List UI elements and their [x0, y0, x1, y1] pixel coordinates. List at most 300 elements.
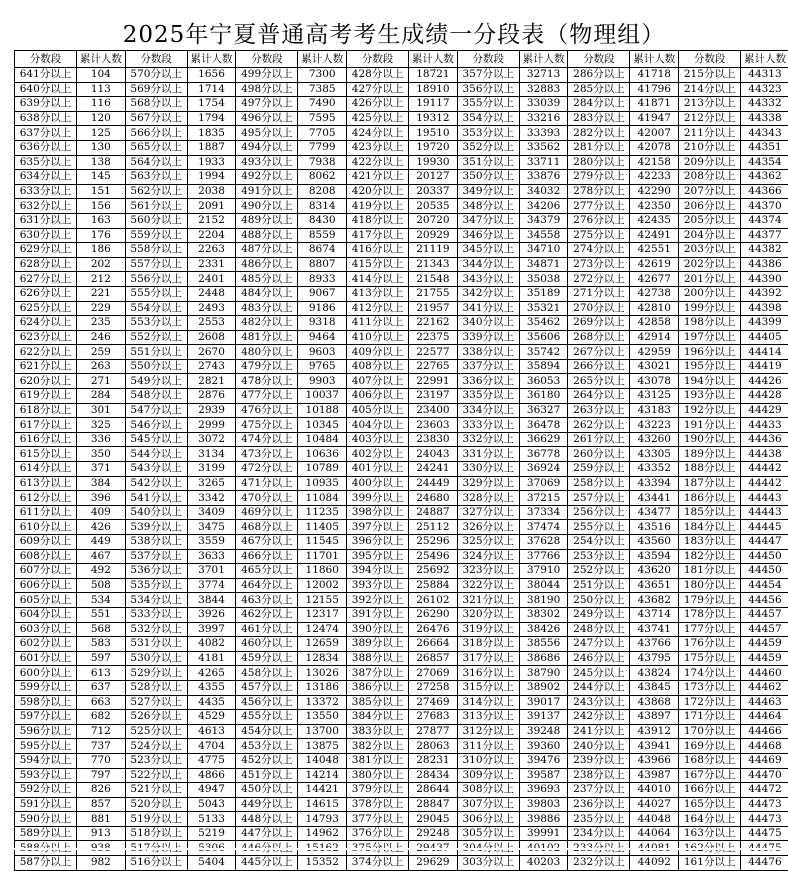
count-cell: 409: [77, 505, 126, 520]
score-cell: 413分以上: [347, 286, 409, 301]
score-cell: 169分以上: [679, 739, 741, 754]
score-cell: 356分以上: [457, 82, 519, 97]
score-cell: 591分以上: [15, 797, 77, 812]
score-cell: 236分以上: [568, 797, 630, 812]
score-cell: 203分以上: [679, 243, 741, 258]
count-cell: 663: [77, 695, 126, 710]
score-cell: 186分以上: [679, 491, 741, 506]
header-count-5: 累计人数: [630, 51, 679, 68]
count-cell: 41947: [630, 111, 679, 126]
header-count-2: 累计人数: [298, 51, 347, 68]
count-cell: 10188: [298, 403, 347, 418]
score-cell: 560分以上: [125, 213, 187, 228]
score-cell: 350分以上: [457, 170, 519, 185]
header-count-3: 累计人数: [409, 51, 458, 68]
count-cell: 44027: [630, 797, 679, 812]
score-cell: 557分以上: [125, 257, 187, 272]
score-cell: 460分以上: [236, 637, 298, 652]
count-cell: 43078: [630, 374, 679, 389]
count-cell: 36327: [519, 403, 568, 418]
count-cell: 10636: [298, 447, 347, 462]
table-row: [15, 593, 788, 608]
count-cell: 38902: [519, 680, 568, 695]
count-cell: 3701: [187, 564, 236, 579]
count-cell: 12834: [298, 651, 347, 666]
score-cell: 215分以上: [679, 68, 741, 83]
count-cell: 737: [77, 739, 126, 754]
score-cell: 286分以上: [568, 68, 630, 83]
score-cell: 313分以上: [457, 710, 519, 725]
score-cell: 254分以上: [568, 535, 630, 550]
score-cell: 326分以上: [457, 520, 519, 535]
count-cell: 33216: [519, 111, 568, 126]
score-cell: 201分以上: [679, 272, 741, 287]
score-cell: 416分以上: [347, 243, 409, 258]
count-cell: 138: [77, 155, 126, 170]
score-cell: 207分以上: [679, 184, 741, 199]
count-cell: 32883: [519, 82, 568, 97]
count-cell: 44450: [741, 564, 788, 579]
score-cell: 213分以上: [679, 97, 741, 112]
count-cell: 12317: [298, 607, 347, 622]
count-cell: 36629: [519, 432, 568, 447]
count-cell: 44382: [741, 243, 788, 258]
score-cell: 272分以上: [568, 272, 630, 287]
score-cell: 452分以上: [236, 753, 298, 768]
count-cell: 44469: [741, 753, 788, 768]
score-cell: 212分以上: [679, 111, 741, 126]
score-cell: 189分以上: [679, 447, 741, 462]
count-cell: 14421: [298, 783, 347, 798]
count-cell: 263: [77, 359, 126, 374]
score-cell: 380分以上: [347, 768, 409, 783]
table-row: [15, 549, 788, 564]
score-cell: 258分以上: [568, 476, 630, 491]
count-cell: 34558: [519, 228, 568, 243]
count-cell: 44450: [741, 549, 788, 564]
score-cell: 181分以上: [679, 564, 741, 579]
score-cell: 383分以上: [347, 724, 409, 739]
score-cell: 522分以上: [125, 768, 187, 783]
score-cell: 188分以上: [679, 462, 741, 477]
score-cell: 347分以上: [457, 213, 519, 228]
score-cell: 547分以上: [125, 403, 187, 418]
count-cell: 13550: [298, 710, 347, 725]
count-cell: 44426: [741, 374, 788, 389]
count-cell: 44386: [741, 257, 788, 272]
count-cell: 7799: [298, 140, 347, 155]
score-cell: 310分以上: [457, 753, 519, 768]
score-cell: 499分以上: [236, 68, 298, 83]
table-body: [15, 68, 788, 871]
score-cell: 377分以上: [347, 812, 409, 827]
count-cell: 284: [77, 389, 126, 404]
count-cell: 35189: [519, 286, 568, 301]
count-cell: 19720: [409, 140, 458, 155]
count-cell: 4265: [187, 666, 236, 681]
score-cell: 487分以上: [236, 243, 298, 258]
score-cell: 351分以上: [457, 155, 519, 170]
score-cell: 171分以上: [679, 710, 741, 725]
count-cell: 19117: [409, 97, 458, 112]
score-cell: 167分以上: [679, 768, 741, 783]
count-cell: 43021: [630, 359, 679, 374]
count-cell: 246: [77, 330, 126, 345]
count-cell: 44457: [741, 622, 788, 637]
score-cell: 240分以上: [568, 739, 630, 754]
count-cell: 44419: [741, 359, 788, 374]
score-cell: 400分以上: [347, 476, 409, 491]
count-cell: 39248: [519, 724, 568, 739]
score-cell: 636分以上: [15, 140, 77, 155]
score-cell: 165分以上: [679, 797, 741, 812]
header-score-2: 分数段: [236, 51, 298, 68]
count-cell: 44470: [741, 768, 788, 783]
count-cell: 534: [77, 593, 126, 608]
score-cell: 184分以上: [679, 520, 741, 535]
score-cell: 170分以上: [679, 724, 741, 739]
score-cell: 175分以上: [679, 651, 741, 666]
count-cell: 39476: [519, 753, 568, 768]
table-row: [15, 797, 788, 812]
score-cell: 191分以上: [679, 418, 741, 433]
score-cell: 640分以上: [15, 82, 77, 97]
table-row: [15, 476, 788, 491]
score-cell: 393分以上: [347, 578, 409, 593]
table-row: [15, 257, 788, 272]
score-cell: 485分以上: [236, 272, 298, 287]
count-cell: 41796: [630, 82, 679, 97]
score-cell: 407分以上: [347, 374, 409, 389]
count-cell: 130: [77, 140, 126, 155]
count-cell: 34032: [519, 184, 568, 199]
count-cell: 44332: [741, 97, 788, 112]
count-cell: 28847: [409, 797, 458, 812]
score-cell: 303分以上: [457, 856, 519, 871]
count-cell: 163: [77, 213, 126, 228]
score-cell: 214分以上: [679, 82, 741, 97]
count-cell: 26102: [409, 593, 458, 608]
table-row: [15, 389, 788, 404]
count-cell: 2821: [187, 374, 236, 389]
count-cell: 186: [77, 243, 126, 258]
score-cell: 600分以上: [15, 666, 77, 681]
count-cell: 44414: [741, 345, 788, 360]
count-cell: 3265: [187, 476, 236, 491]
score-cell: 549分以上: [125, 374, 187, 389]
score-cell: 448分以上: [236, 812, 298, 827]
score-cell: 524分以上: [125, 739, 187, 754]
count-cell: 24043: [409, 447, 458, 462]
count-cell: 26290: [409, 607, 458, 622]
score-cell: 521分以上: [125, 783, 187, 798]
table-row: [15, 286, 788, 301]
count-cell: 212: [77, 272, 126, 287]
header-score-0: 分数段: [15, 51, 77, 68]
score-cell: 526分以上: [125, 710, 187, 725]
count-cell: 21957: [409, 301, 458, 316]
count-cell: 8314: [298, 199, 347, 214]
score-cell: 612分以上: [15, 491, 77, 506]
count-cell: 44462: [741, 680, 788, 695]
score-cell: 613分以上: [15, 476, 77, 491]
count-cell: 37215: [519, 491, 568, 506]
score-cell: 320分以上: [457, 607, 519, 622]
count-cell: 43868: [630, 695, 679, 710]
count-cell: 24680: [409, 491, 458, 506]
table-row: [15, 753, 788, 768]
count-cell: 3409: [187, 505, 236, 520]
score-cell: 408分以上: [347, 359, 409, 374]
score-cell: 334分以上: [457, 403, 519, 418]
score-cell: 419分以上: [347, 199, 409, 214]
score-cell: 637分以上: [15, 126, 77, 141]
score-cell: 264分以上: [568, 389, 630, 404]
count-cell: 37910: [519, 564, 568, 579]
score-cell: 566分以上: [125, 126, 187, 141]
score-cell: 257分以上: [568, 491, 630, 506]
score-cell: 311分以上: [457, 739, 519, 754]
score-cell: 251分以上: [568, 578, 630, 593]
score-cell: 459分以上: [236, 651, 298, 666]
count-cell: 7385: [298, 82, 347, 97]
count-cell: 20127: [409, 170, 458, 185]
count-cell: 22577: [409, 345, 458, 360]
count-cell: 23603: [409, 418, 458, 433]
score-cell: 273分以上: [568, 257, 630, 272]
count-cell: 14048: [298, 753, 347, 768]
count-cell: 9765: [298, 359, 347, 374]
score-cell: 426分以上: [347, 97, 409, 112]
count-cell: 35038: [519, 272, 568, 287]
count-cell: 22375: [409, 330, 458, 345]
score-cell: 331分以上: [457, 447, 519, 462]
count-cell: 23830: [409, 432, 458, 447]
score-cell: 606分以上: [15, 578, 77, 593]
score-cell: 561分以上: [125, 199, 187, 214]
count-cell: 13372: [298, 695, 347, 710]
score-cell: 378分以上: [347, 797, 409, 812]
score-cell: 565分以上: [125, 140, 187, 155]
count-cell: 33393: [519, 126, 568, 141]
table-row: [15, 564, 788, 579]
count-cell: 44392: [741, 286, 788, 301]
count-cell: 637: [77, 680, 126, 695]
count-cell: 26476: [409, 622, 458, 637]
score-cell: 420分以上: [347, 184, 409, 199]
score-cell: 570分以上: [125, 68, 187, 83]
score-cell: 623分以上: [15, 330, 77, 345]
score-cell: 261分以上: [568, 432, 630, 447]
score-cell: 633分以上: [15, 184, 77, 199]
score-cell: 641分以上: [15, 68, 77, 83]
score-cell: 550分以上: [125, 359, 187, 374]
score-cell: 275分以上: [568, 228, 630, 243]
count-cell: 44338: [741, 111, 788, 126]
count-cell: 10345: [298, 418, 347, 433]
count-cell: 2608: [187, 330, 236, 345]
table-row: [15, 213, 788, 228]
count-cell: 18910: [409, 82, 458, 97]
count-cell: 613: [77, 666, 126, 681]
score-cell: 410分以上: [347, 330, 409, 345]
table-row: [15, 199, 788, 214]
count-cell: 38426: [519, 622, 568, 637]
count-cell: 9186: [298, 301, 347, 316]
count-cell: 43394: [630, 476, 679, 491]
count-cell: 1887: [187, 140, 236, 155]
count-cell: 15352: [298, 856, 347, 871]
score-cell: 263分以上: [568, 403, 630, 418]
count-cell: 43941: [630, 739, 679, 754]
score-cell: 260分以上: [568, 447, 630, 462]
count-cell: 913: [77, 826, 126, 841]
count-cell: 4529: [187, 710, 236, 725]
count-cell: 38686: [519, 651, 568, 666]
count-cell: 38556: [519, 637, 568, 652]
score-cell: 589分以上: [15, 826, 77, 841]
count-cell: 25692: [409, 564, 458, 579]
count-cell: 43897: [630, 710, 679, 725]
score-cell: 211分以上: [679, 126, 741, 141]
score-cell: 415分以上: [347, 257, 409, 272]
score-cell: 178分以上: [679, 607, 741, 622]
score-cell: 631分以上: [15, 213, 77, 228]
score-cell: 306分以上: [457, 812, 519, 827]
count-cell: 44473: [741, 797, 788, 812]
count-cell: 43183: [630, 403, 679, 418]
score-cell: 390分以上: [347, 622, 409, 637]
count-cell: 22991: [409, 374, 458, 389]
score-cell: 173分以上: [679, 680, 741, 695]
header-score-4: 分数段: [457, 51, 519, 68]
score-cell: 354分以上: [457, 111, 519, 126]
score-cell: 476分以上: [236, 403, 298, 418]
score-cell: 386分以上: [347, 680, 409, 695]
header-count-6: 累计人数: [741, 51, 788, 68]
score-cell: 493分以上: [236, 155, 298, 170]
score-cell: 342分以上: [457, 286, 519, 301]
count-cell: 42491: [630, 228, 679, 243]
score-cell: 402分以上: [347, 447, 409, 462]
score-cell: 319分以上: [457, 622, 519, 637]
score-distribution-table: [14, 50, 788, 871]
count-cell: 2743: [187, 359, 236, 374]
count-cell: 44343: [741, 126, 788, 141]
count-cell: 21343: [409, 257, 458, 272]
table-row: [15, 739, 788, 754]
count-cell: 857: [77, 797, 126, 812]
count-cell: 384: [77, 476, 126, 491]
count-cell: 33876: [519, 170, 568, 185]
score-cell: 466分以上: [236, 549, 298, 564]
score-cell: 421分以上: [347, 170, 409, 185]
count-cell: 39991: [519, 826, 568, 841]
table-row: [15, 155, 788, 170]
score-cell: 479分以上: [236, 359, 298, 374]
score-cell: 628分以上: [15, 257, 77, 272]
count-cell: 26664: [409, 637, 458, 652]
score-cell: 545分以上: [125, 432, 187, 447]
count-cell: 42350: [630, 199, 679, 214]
score-cell: 609分以上: [15, 535, 77, 550]
header-score-1: 分数段: [125, 51, 187, 68]
table-row: [15, 170, 788, 185]
score-cell: 463分以上: [236, 593, 298, 608]
score-cell: 427分以上: [347, 82, 409, 97]
count-cell: 26857: [409, 651, 458, 666]
score-cell: 349分以上: [457, 184, 519, 199]
count-cell: 8430: [298, 213, 347, 228]
score-cell: 563分以上: [125, 170, 187, 185]
table-row: [15, 535, 788, 550]
count-cell: 27683: [409, 710, 458, 725]
score-cell: 617分以上: [15, 418, 77, 433]
count-cell: 597: [77, 651, 126, 666]
count-cell: 29629: [409, 856, 458, 871]
count-cell: 10037: [298, 389, 347, 404]
score-cell: 593分以上: [15, 768, 77, 783]
count-cell: 44459: [741, 637, 788, 652]
score-cell: 166分以上: [679, 783, 741, 798]
count-cell: 44048: [630, 812, 679, 827]
score-cell: 198分以上: [679, 316, 741, 331]
count-cell: 21755: [409, 286, 458, 301]
score-cell: 519分以上: [125, 812, 187, 827]
count-cell: 44377: [741, 228, 788, 243]
score-cell: 629分以上: [15, 243, 77, 258]
count-cell: 39137: [519, 710, 568, 725]
count-cell: 11545: [298, 535, 347, 550]
score-cell: 332分以上: [457, 432, 519, 447]
count-cell: 7300: [298, 68, 347, 83]
score-cell: 627分以上: [15, 272, 77, 287]
score-cell: 271分以上: [568, 286, 630, 301]
score-cell: 323分以上: [457, 564, 519, 579]
count-cell: 120: [77, 111, 126, 126]
count-cell: 44438: [741, 447, 788, 462]
count-cell: 5404: [187, 856, 236, 871]
score-cell: 553分以上: [125, 316, 187, 331]
score-cell: 608分以上: [15, 549, 77, 564]
count-cell: 39360: [519, 739, 568, 754]
table-row: [15, 68, 788, 83]
score-cell: 385分以上: [347, 695, 409, 710]
count-cell: 568: [77, 622, 126, 637]
count-cell: 44354: [741, 155, 788, 170]
score-cell: 403分以上: [347, 432, 409, 447]
header-score-6: 分数段: [679, 51, 741, 68]
count-cell: 33711: [519, 155, 568, 170]
count-cell: 14214: [298, 768, 347, 783]
count-cell: 44468: [741, 739, 788, 754]
score-cell: 535分以上: [125, 578, 187, 593]
score-cell: 283分以上: [568, 111, 630, 126]
count-cell: 12002: [298, 578, 347, 593]
score-cell: 206分以上: [679, 199, 741, 214]
count-cell: 2263: [187, 243, 236, 258]
count-cell: 11405: [298, 520, 347, 535]
count-cell: 20720: [409, 213, 458, 228]
score-cell: 533分以上: [125, 607, 187, 622]
count-cell: 4181: [187, 651, 236, 666]
score-cell: 316分以上: [457, 666, 519, 681]
count-cell: 24241: [409, 462, 458, 477]
score-cell: 330分以上: [457, 462, 519, 477]
score-cell: 530分以上: [125, 651, 187, 666]
count-cell: 9464: [298, 330, 347, 345]
count-cell: 43516: [630, 520, 679, 535]
